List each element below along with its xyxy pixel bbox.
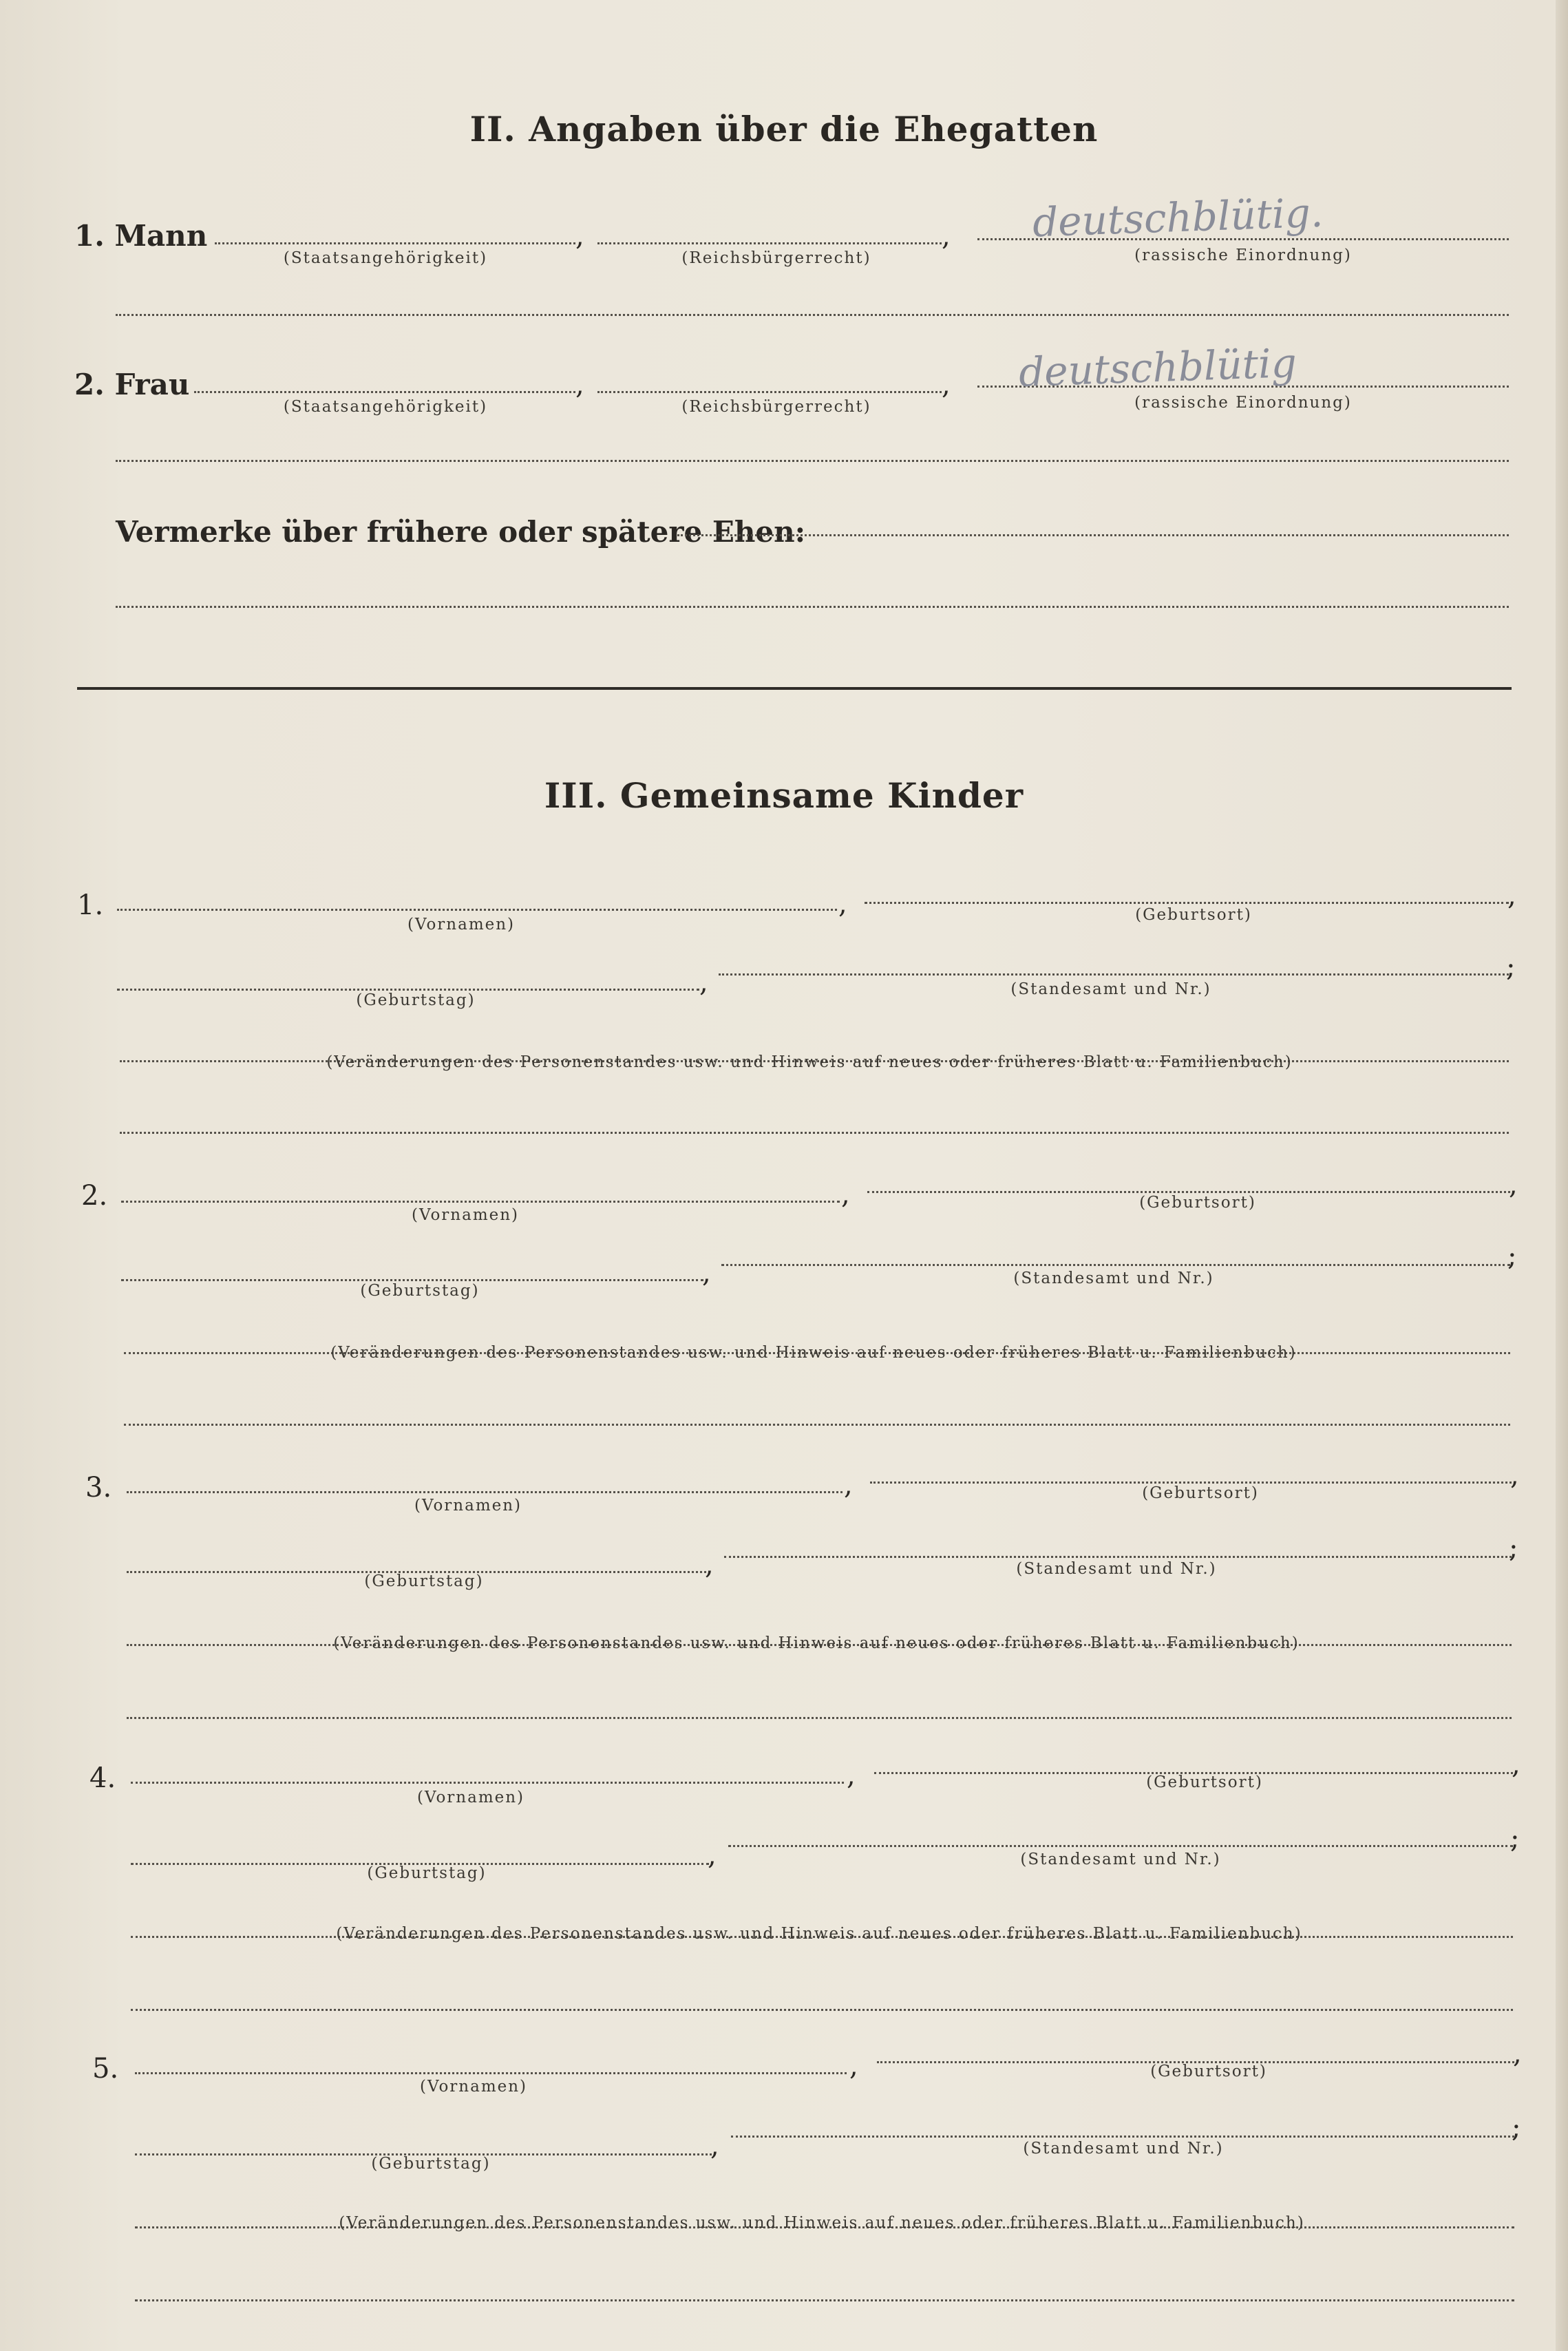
sub-racial: (rassische Einordnung) [1134, 246, 1352, 264]
comma: , [942, 369, 951, 401]
comma: , [575, 220, 584, 252]
sub-registry: (Standesamt und Nr.) [1010, 980, 1211, 998]
sub-first-names: (Vornamen) [416, 1789, 525, 1806]
child-changes-continuation-field[interactable] [127, 1717, 1512, 1719]
comma: , [710, 2130, 719, 2162]
sub-birthday: (Geburtstag) [371, 2155, 491, 2173]
wife-racial-handwriting: deutschblütig [1017, 339, 1297, 397]
child-first-names-field[interactable] [117, 909, 837, 911]
sub-birthplace: (Geburtsort) [1150, 2063, 1267, 2080]
sub-birthplace: (Geburtsort) [1139, 1194, 1256, 1212]
child-number: 1. [77, 889, 104, 921]
husband-citizenship-field[interactable] [597, 242, 942, 244]
sub-birthday: (Geburtstag) [364, 1572, 484, 1590]
comma: , [844, 1469, 853, 1501]
comma: , [841, 1179, 850, 1210]
comma: , [705, 1549, 714, 1581]
child-first-names-field[interactable] [121, 1201, 840, 1203]
comma: , [1513, 2038, 1522, 2069]
child-number: 4. [89, 1762, 116, 1794]
child-registry-field[interactable] [724, 1556, 1512, 1558]
sub-registry: (Standesamt und Nr.) [1016, 1560, 1217, 1578]
sub-nationality: (Staatsangehörigkeit) [283, 398, 488, 416]
child-birthplace-field[interactable] [865, 902, 1509, 904]
semicolon: ; [1509, 1532, 1518, 1564]
comma: , [847, 1760, 856, 1791]
sub-registry: (Standesamt und Nr.) [1020, 1851, 1221, 1868]
husband-nationality-field[interactable] [215, 242, 575, 244]
sub-birthplace: (Geburtsort) [1142, 1484, 1259, 1502]
husband-label: 1. Mann [74, 219, 208, 253]
child-registry-field[interactable] [721, 1264, 1510, 1266]
section-iii-heading: III. Gemeinsame Kinder [544, 775, 1024, 816]
child-registry-field[interactable] [731, 2136, 1514, 2138]
section-ii-heading: II. Angaben über die Ehegatten [469, 109, 1099, 149]
child-first-names-field[interactable] [135, 2072, 847, 2074]
child-number: 2. [81, 1180, 108, 1212]
child-birthplace-field[interactable] [870, 1482, 1512, 1484]
child-number: 3. [85, 1472, 112, 1504]
child-changes-continuation-field[interactable] [120, 1132, 1509, 1134]
child-changes-continuation-field[interactable] [131, 2009, 1513, 2011]
child-number: 5. [92, 2053, 119, 2085]
sub-citizenship: (Reichsbürgerrecht) [681, 249, 871, 267]
sub-registry: (Standesamt und Nr.) [1013, 1269, 1214, 1287]
comma: , [1509, 1169, 1518, 1201]
sub-citizenship: (Reichsbürgerrecht) [681, 398, 871, 416]
child-first-names-field[interactable] [127, 1491, 843, 1493]
sub-first-names: (Vornamen) [414, 1497, 522, 1515]
wife-continuation-field[interactable] [116, 460, 1509, 462]
semicolon: ; [1510, 1823, 1520, 1855]
sub-nationality: (Staatsangehörigkeit) [283, 249, 488, 267]
husband-racial-handwriting: deutschblütig. [1031, 189, 1324, 246]
comma: , [942, 220, 951, 252]
comma: , [699, 967, 708, 998]
sub-changes: (Veränderungen des Personenstandes usw. und Hinweis auf neues oder früheres Blatt u. Familienbuch) [336, 1925, 1302, 1943]
sub-first-names: (Vornamen) [407, 916, 516, 934]
child-registry-field[interactable] [728, 1845, 1513, 1847]
section-divider [77, 687, 1512, 690]
sub-birthplace: (Geburtsort) [1146, 1773, 1263, 1791]
semicolon: ; [1506, 951, 1516, 983]
child-registry-field[interactable] [719, 973, 1509, 976]
remarks-label: Vermerke über frühere oder spätere Ehen: [116, 515, 806, 549]
sub-racial: (rassische Einordnung) [1134, 394, 1352, 412]
remarks-field[interactable] [677, 534, 1509, 536]
comma: , [575, 369, 584, 401]
child-changes-continuation-field[interactable] [124, 1424, 1510, 1426]
comma: , [1510, 1459, 1519, 1491]
sub-registry: (Standesamt und Nr.) [1023, 2140, 1224, 2158]
child-birthday-field[interactable] [121, 1279, 703, 1281]
semicolon: ; [1507, 1241, 1517, 1272]
sub-changes: (Veränderungen des Personenstandes usw. und Hinweis auf neues oder früheres Blatt u. Familienbuch) [339, 2214, 1305, 2232]
child-birthday-field[interactable] [117, 989, 699, 991]
wife-citizenship-field[interactable] [597, 391, 942, 393]
husband-continuation-field[interactable] [116, 314, 1509, 316]
wife-label: 2. Frau [74, 368, 190, 401]
wife-nationality-field[interactable] [194, 391, 575, 393]
comma: , [838, 888, 847, 920]
child-changes-continuation-field[interactable] [135, 2299, 1514, 2301]
remarks-continuation-field[interactable] [116, 606, 1509, 608]
sub-birthday: (Geburtstag) [360, 1282, 480, 1300]
sub-changes: (Veränderungen des Personenstandes usw. und Hinweis auf neues oder früheres Blatt u. Familienbuch) [333, 1634, 1300, 1652]
comma: , [849, 2050, 858, 2082]
sub-first-names: (Vornamen) [411, 1206, 520, 1224]
sub-birthplace: (Geburtsort) [1135, 906, 1252, 924]
sub-changes: (Veränderungen des Personenstandes usw. und Hinweis auf neues oder früheres Blatt u. Familienbuch) [326, 1053, 1293, 1071]
comma: , [1512, 1749, 1521, 1780]
semicolon: ; [1512, 2112, 1521, 2144]
sub-changes: (Veränderungen des Personenstandes usw. und Hinweis auf neues oder früheres Blatt u. Familienbuch) [330, 1344, 1297, 1362]
comma: , [1507, 880, 1516, 911]
child-birthplace-field[interactable] [867, 1191, 1510, 1193]
child-first-names-field[interactable] [131, 1782, 844, 1784]
sub-first-names: (Vornamen) [419, 2078, 528, 2096]
comma: , [702, 1257, 711, 1289]
sub-birthday: (Geburtstag) [356, 991, 476, 1009]
comma: , [708, 1839, 717, 1871]
sub-birthday: (Geburtstag) [367, 1864, 487, 1882]
page-edge [1556, 0, 1568, 2351]
